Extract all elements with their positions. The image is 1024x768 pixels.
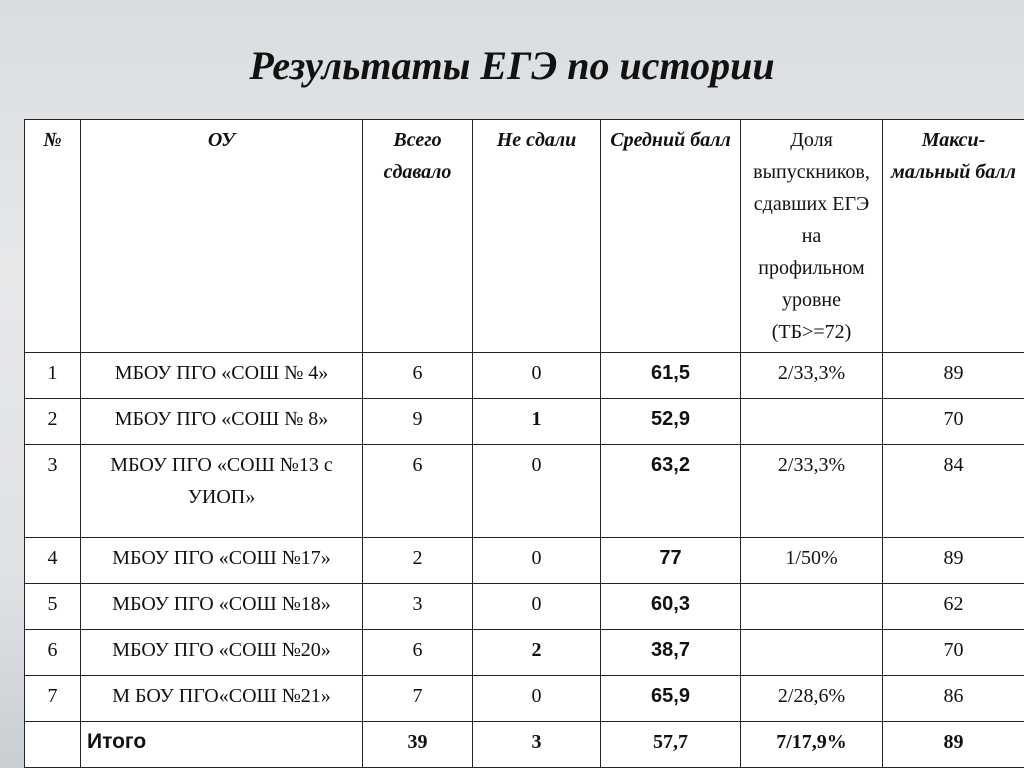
cell-share: 2/33,3%: [741, 445, 883, 538]
cell-avg: 61,5: [601, 353, 741, 399]
cell-total: 6: [363, 445, 473, 538]
cell-failed: 0: [473, 353, 601, 399]
header-avg: Средний балл: [601, 120, 741, 353]
table-row: [25, 353, 1024, 399]
cell-total: 2: [363, 538, 473, 584]
cell-avg: 65,9: [601, 676, 741, 722]
cell-total: 39: [363, 722, 473, 768]
cell-ou: МБОУ ПГО «СОШ №20»: [81, 630, 363, 676]
cell-num: 7: [25, 676, 81, 722]
header-max: Макси-мальный балл: [883, 120, 1024, 353]
cell-max: 70: [883, 399, 1024, 445]
cell-num: 4: [25, 538, 81, 584]
cell-avg: 63,2: [601, 445, 741, 538]
cell-total: 6: [363, 630, 473, 676]
table-row: [25, 584, 1024, 630]
cell-share: 2/28,6%: [741, 676, 883, 722]
cell-failed: 0: [473, 676, 601, 722]
cell-failed: 0: [473, 538, 601, 584]
cell-max: 89: [883, 538, 1024, 584]
cell-avg: 57,7: [601, 722, 741, 768]
cell-num: 6: [25, 630, 81, 676]
table-row: [25, 538, 1024, 584]
cell-total: 7: [363, 676, 473, 722]
table-row: [25, 399, 1024, 445]
cell-avg: 77: [601, 538, 741, 584]
cell-num: [25, 722, 81, 768]
cell-failed: 2: [473, 630, 601, 676]
cell-share: 1/50%: [741, 538, 883, 584]
cell-share: [741, 399, 883, 445]
cell-share: 7/17,9%: [741, 722, 883, 768]
cell-share: [741, 584, 883, 630]
cell-failed: 1: [473, 399, 601, 445]
table-header-row: [25, 120, 1024, 353]
cell-num: 3: [25, 445, 81, 538]
cell-share: 2/33,3%: [741, 353, 883, 399]
cell-failed: 3: [473, 722, 601, 768]
header-total: Всего сдавало: [363, 120, 473, 353]
cell-total: 9: [363, 399, 473, 445]
table-row: [25, 630, 1024, 676]
cell-num: 2: [25, 399, 81, 445]
table-row: [25, 445, 1024, 538]
cell-ou: М БОУ ПГО«СОШ №21»: [81, 676, 363, 722]
header-failed: Не сдали: [473, 120, 601, 353]
cell-num: 1: [25, 353, 81, 399]
cell-max: 89: [883, 722, 1024, 768]
cell-ou: МБОУ ПГО «СОШ №18»: [81, 584, 363, 630]
cell-total: 3: [363, 584, 473, 630]
cell-avg: 38,7: [601, 630, 741, 676]
cell-avg: 52,9: [601, 399, 741, 445]
header-ou: ОУ: [81, 120, 363, 353]
header-num: №: [25, 120, 81, 353]
cell-num: 5: [25, 584, 81, 630]
cell-avg: 60,3: [601, 584, 741, 630]
cell-max: 70: [883, 630, 1024, 676]
cell-max: 62: [883, 584, 1024, 630]
cell-share: [741, 630, 883, 676]
cell-max: 84: [883, 445, 1024, 538]
table-total-row: [25, 722, 1024, 768]
cell-failed: 0: [473, 584, 601, 630]
results-table: [24, 119, 1024, 768]
header-share: Доля выпускников, сдавших ЕГЭ на профильном уровне (ТБ>=72): [741, 120, 883, 353]
page-title: Результаты ЕГЭ по истории: [249, 43, 775, 88]
cell-ou: МБОУ ПГО «СОШ №13 с УИОП»: [81, 445, 363, 538]
cell-ou: МБОУ ПГО «СОШ № 4»: [81, 353, 363, 399]
cell-ou: МБОУ ПГО «СОШ №17»: [81, 538, 363, 584]
cell-total: 6: [363, 353, 473, 399]
cell-max: 89: [883, 353, 1024, 399]
cell-failed: 0: [473, 445, 601, 538]
table-row: [25, 676, 1024, 722]
cell-max: 86: [883, 676, 1024, 722]
cell-ou: МБОУ ПГО «СОШ № 8»: [81, 399, 363, 445]
cell-total-label: Итого: [81, 722, 363, 768]
